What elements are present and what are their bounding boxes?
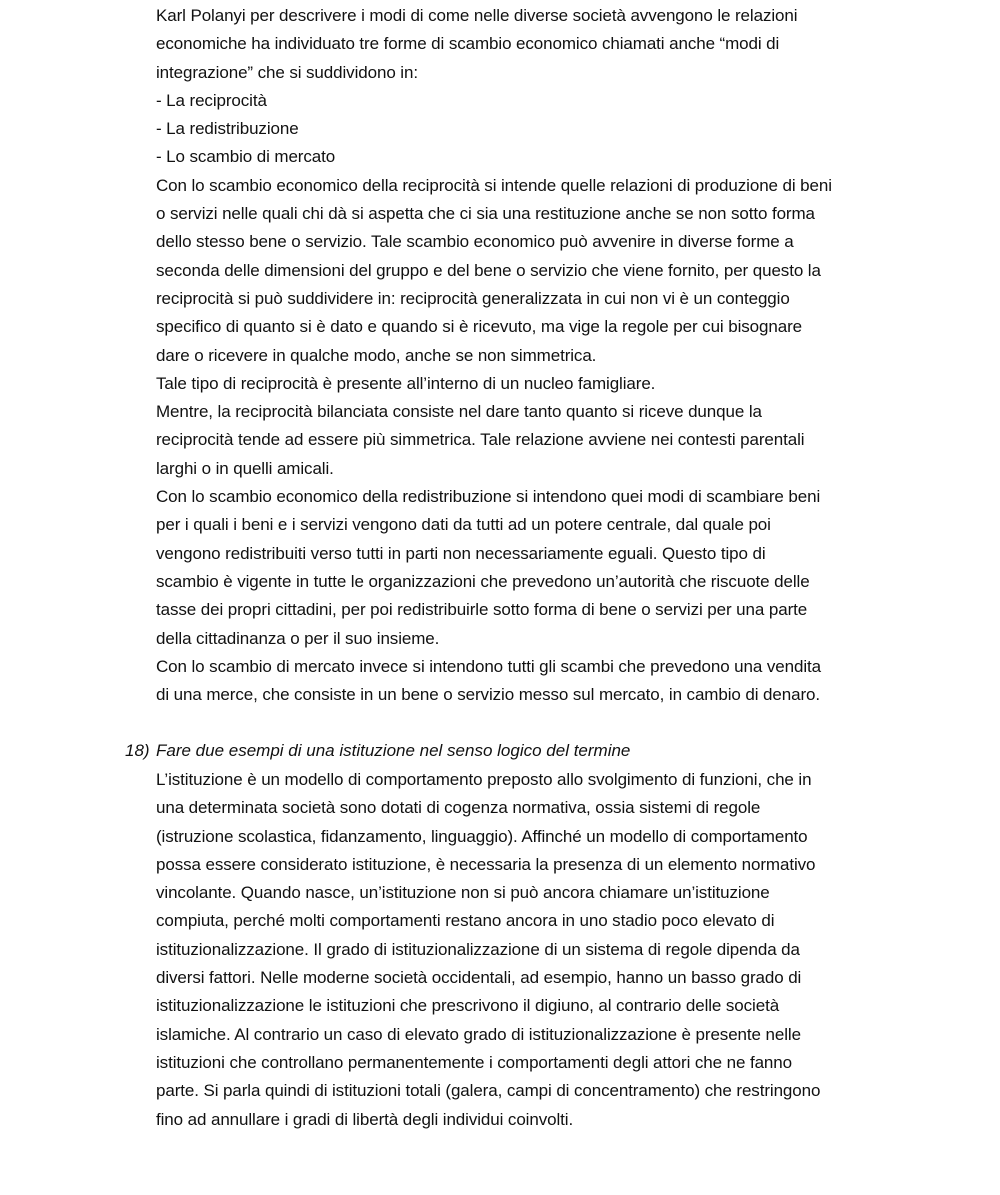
text-line: - Lo scambio di mercato: [156, 147, 336, 167]
text-line: istituzionalizzazione. Il grado di istituzionalizzazione di un sistema di regole dipenda da: [156, 939, 800, 959]
text-line: Con lo scambio economico della redistribuzione si intendono quei modi di scambiare beni: [156, 487, 821, 507]
text-line: vincolante. Quando nasce, un’istituzione non si può ancora chiamare un’istituzione: [156, 883, 770, 903]
text-line: istituzioni che controllano permanentemente i comportamenti degli attori che ne fanno: [156, 1052, 792, 1072]
paragraph-polanyi-exchange: [156, 2, 916, 709]
text-line: - La redistribuzione: [156, 119, 299, 139]
text-line: (istruzione scolastica, fidanzamento, linguaggio). Affinché un modello di comportamento: [156, 826, 808, 846]
text-line: L’istituzione è un modello di comportamento preposto allo svolgimento di funzioni, che in: [156, 770, 812, 789]
text-line: fino ad annullare i gradi di libertà degli individui coinvolti.: [156, 1109, 574, 1129]
text-line: Mentre, la reciprocità bilanciata consiste nel dare tanto quanto si riceve dunque la: [156, 402, 762, 422]
text-line: larghi o in quelli amicali.: [156, 458, 334, 478]
text-line: di una merce, che consiste in un bene o servizio messo sul mercato, in cambio di denaro.: [156, 685, 820, 705]
question-heading: [125, 737, 630, 765]
text-line: per i quali i beni e i servizi vengono dati da tutti ad un potere centrale, dal quale poi: [156, 515, 771, 535]
text-line: integrazione” che si suddividono in:: [156, 62, 418, 82]
text-line: specifico di quanto si è dato e quando si è ricevuto, ma vige la regole per cui bisognare: [156, 317, 802, 337]
text-line: dare o ricevere in qualche modo, anche se non simmetrica.: [156, 345, 597, 365]
text-line: Karl Polanyi per descrivere i modi di come nelle diverse società avvengono le relazioni: [156, 6, 798, 25]
text-line: diversi fattori. Nelle moderne società occidentali, ad esempio, hanno un basso grado di: [156, 968, 802, 988]
text-line: vengono redistribuiti verso tutti in parti non necessariamente eguali. Questo tipo di: [156, 543, 766, 563]
text-line: istituzionalizzazione le istituzioni che prescrivono il digiuno, al contrario delle società: [156, 996, 780, 1016]
text-line: possa essere considerato istituzione, è necessaria la presenza di un elemento normativo: [156, 854, 816, 874]
text-line: reciprocità si può suddividere in: reciprocità generalizzata in cui non vi è un conteggio: [156, 288, 790, 308]
text-line: economiche ha individuato tre forme di scambio economico chiamati anche “modi di: [156, 34, 780, 54]
text-line: Tale tipo di reciprocità è presente all’interno di un nucleo famigliare.: [156, 373, 656, 393]
paragraph-istituzione: [156, 766, 916, 1134]
text-line: o servizi nelle quali chi dà si aspetta che ci sia una restituzione anche se non sotto forma: [156, 204, 815, 224]
text-line: seconda delle dimensioni del gruppo e del bene o servizio che viene fornito, per questo la: [156, 260, 821, 280]
text-line: dello stesso bene o servizio. Tale scambio economico può avvenire in diverse forme a: [156, 232, 794, 252]
text-line: Con lo scambio economico della reciprocità si intende quelle relazioni di produzione di beni: [156, 175, 832, 195]
text-line: una determinata società sono dotati di cogenza normativa, ossia sistemi di regole: [156, 798, 761, 818]
text-line: Con lo scambio di mercato invece si intendono tutti gli scambi che prevedono una vendita: [156, 656, 821, 676]
text-line: islamiche. Al contrario un caso di elevato grado di istituzionalizzazione è presente nelle: [156, 1024, 801, 1044]
text-line: reciprocità tende ad essere più simmetrica. Tale relazione avviene nei contesti parentali: [156, 430, 805, 450]
text-line: parte. Si parla quindi di istituzioni totali (galera, campi di concentramento) che restringono: [156, 1081, 821, 1101]
text-line: compiuta, perché molti comportamenti restano ancora in uno stadio poco elevato di: [156, 911, 775, 931]
text-line: della cittadinanza o per il suo insieme.: [156, 628, 440, 648]
text-line: tasse dei propri cittadini, per poi redistribuirle sotto forma di bene o servizi per una parte: [156, 600, 808, 620]
text-line: scambio è vigente in tutte le organizzazioni che prevedono un’autorità che riscuote delle: [156, 571, 810, 591]
question-number: 18): [125, 741, 150, 760]
question-title: Fare due esempi di una istituzione nel senso logico del termine: [156, 741, 631, 760]
text-line: - La reciprocità: [156, 90, 267, 110]
